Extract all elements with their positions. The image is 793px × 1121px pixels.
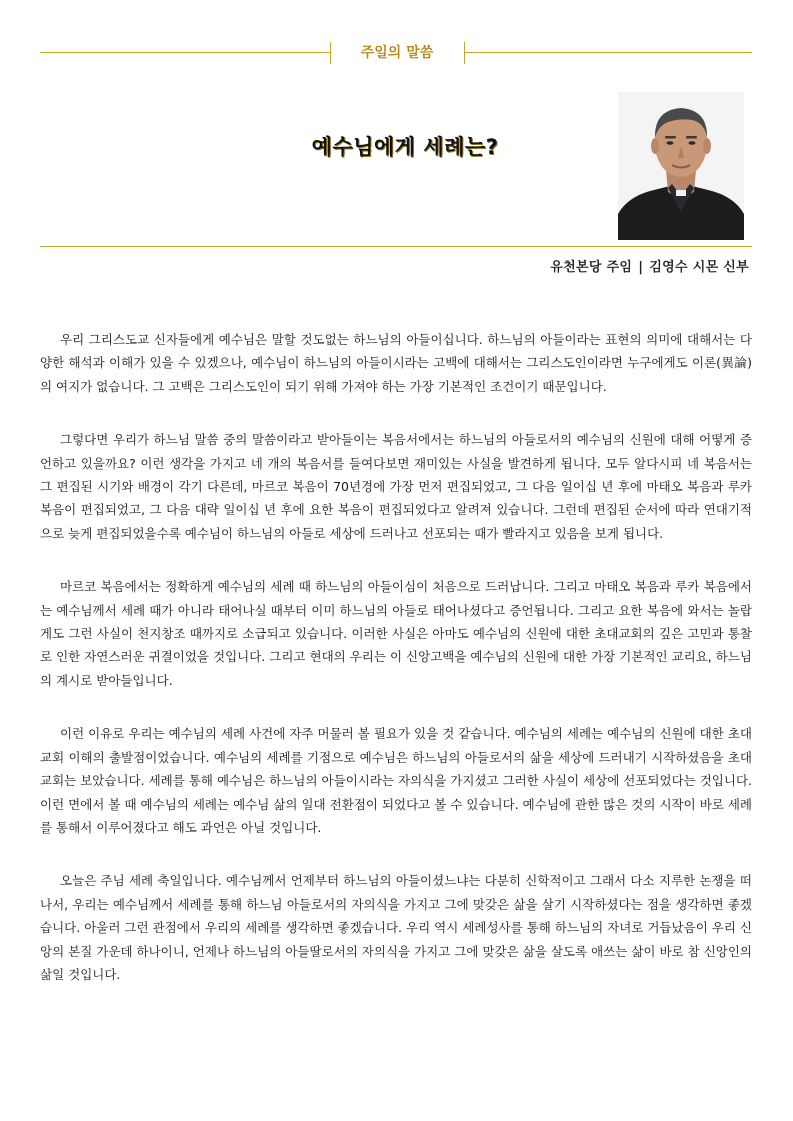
paragraph-3: 마르코 복음에서는 정확하게 예수님의 세례 때 하느님의 아들이심이 처음으로 드러납니다. 그리고 마태오 복음과 루카 복음에서는 예수님께서 세례 때가 아니라 태어나실 때부터 이미 하느님의 아들로 태어나셨다고 증언됩니다. 그리고 요한 복음에 와서는 놀랍게도 그런 사실이 천지창조 때까지로 소급되고 있습니다. 이러한 사실은 아마도 예수님의 신원에 대한 초대교회의 깊은 고민과 통찰로 인한 자연스러운 귀결이었을 것입니다. 그리고 현대의 우리는 이 신앙고백을 예수님의 신원에 대한 가장 기본적인 교리요, 하느님의 계시로 받아들입니다. <box>40 579 752 688</box>
byline-separator: | <box>638 260 644 275</box>
paragraph-2: 그렇다면 우리가 하느님 말씀 중의 말씀이라고 받아들이는 복음서에서는 하느님의 아들로서의 예수님의 신원에 대해 어떻게 증언하고 있을까요? 이런 생각을 가지고 네 개의 복음서를 들여다보면 재미있는 사실을 발견하게 됩니다. 모두 알다시피 네 복음서는 그 편집된 시기와 배경이 각기 다른데, 마르코 복음이 70년경에 가장 먼저 편집되었고, 그 다음 일이십 년 후에 마태오 복음과 루카 복음이 편집되었고, 그 다음 대략 일이십 년 후에 요한 복음이 편집되었다고 알려져 있습니다. 그런데 편집된 순서에 따라 연대기적으로 늦게 편집되었을수록 예수님이 하느님의 아들로 세상에 드러나고 선포되는 때가 빨라지고 있음을 보게 됩니다. <box>40 432 752 541</box>
byline-parish: 유천본당 주임 <box>550 260 633 275</box>
title-rule <box>40 246 752 247</box>
paragraph-4: 이런 이유로 우리는 예수님의 세례 사건에 자주 머물러 볼 필요가 있을 것 같습니다. 예수님의 세례는 예수님의 신원에 대한 초대교회 이해의 출발점이었습니다. 예수님의 세례를 기점으로 예수님은 하느님의 아들로서의 삶을 세상에 드러내기 시작하셨음을 초대교회는 보았습니다. 세례를 통해 예수님은 하느님의 아들이시라는 자의식을 가지셨고 그러한 사실이 세상에 선포되었다는 것입니다. 이런 면에서 볼 때 예수님의 세례는 예수님 삶의 일대 전환점이 되었다고 볼 수 있습니다. 예수님에 관한 많은 것의 시작이 바로 세례를 통해서 이루어졌다고 해도 과언은 아닐 것입니다. <box>40 726 752 835</box>
priest-portrait-icon <box>618 92 744 240</box>
header-rule-right <box>464 52 752 53</box>
header-rule-left <box>40 52 330 53</box>
header-tick-right <box>464 42 465 64</box>
section-label: 주일의 말씀 <box>360 45 434 61</box>
article-body <box>40 328 752 1016</box>
article-title: 예수님에게 세례는? <box>311 135 499 159</box>
byline <box>550 258 749 278</box>
paragraph-1: 우리 그리스도교 신자들에게 예수님은 말할 것도없는 하느님의 아들이십니다. 하느님의 아들이라는 표현의 의미에 대해서는 다양한 해석과 이해가 있을 수 있겠으나, 예수님이 하느님의 아들이시라는 고백에 대해서는 그리스도인이라면 누구에게도 이론(異論)의 여지가 없습니다. 그 고백은 그리스도인이 되기 위해 가져야 하는 가장 기본적인 조건이기 때문입니다. <box>40 332 752 394</box>
paragraph-5: 오늘은 주님 세례 축일입니다. 예수님께서 언제부터 하느님의 아들이셨느냐는 다분히 신학적이고 그래서 다소 지루한 논쟁을 떠나서, 우리는 예수님께서 세례를 통해 하느님 아들로서의 자의식을 가지고 그에 맞갖은 삶을 살기 시작하셨다는 점을 생각하면 좋겠습니다. 아울러 그런 관점에서 우리의 세례를 생각하면 좋겠습니다. 우리 역시 세례성사를 통해 하느님의 자녀로 거듭났음이 우리 신앙의 본질 가운데 하나이니, 언제나 하느님의 아들딸로서의 자의식을 가지고 그에 맞갖은 삶을 살도록 애쓰는 삶이 바로 참 신앙인의 삶일 것입니다. <box>40 873 752 982</box>
byline-author: 김영수 시몬 신부 <box>649 260 749 275</box>
